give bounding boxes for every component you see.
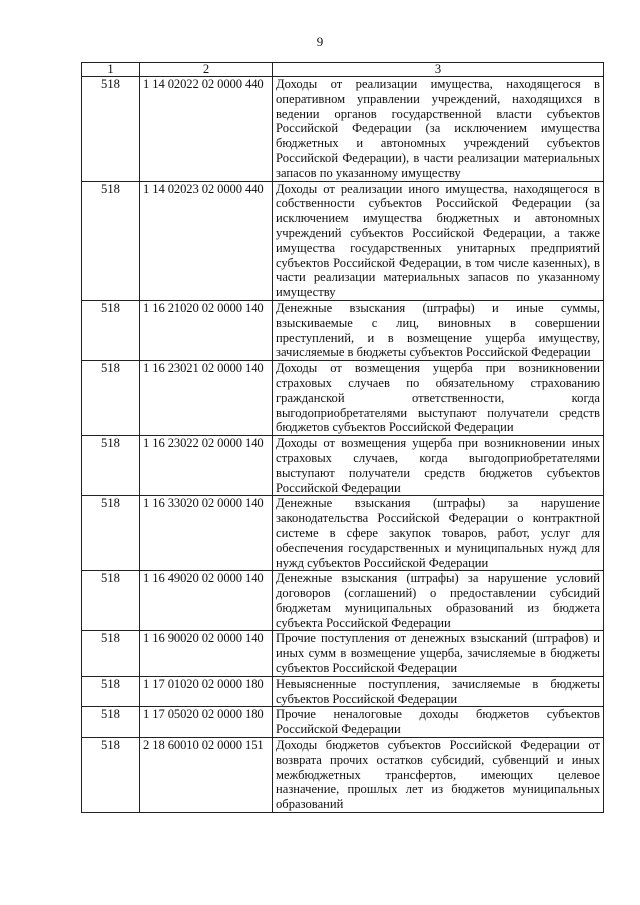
- budget-code-cell: 2 18 60010 02 0000 151: [140, 738, 273, 813]
- table-row: [82, 631, 604, 676]
- table-row: [82, 571, 604, 631]
- budget-code-cell: 1 14 02022 02 0000 440: [140, 77, 273, 182]
- table-row: [82, 181, 604, 300]
- table-row: [82, 676, 604, 707]
- description-cell: Денежные взыскания (штрафы) за нарушение условий договоров (соглашений) о предоставлении субсидий бюджетам муниципальных образований из бюджета субъекта Российской Федерации: [273, 571, 604, 631]
- description-cell: Прочие поступления от денежных взысканий (штрафов) и иных сумм в возмещение ущерба, зачисляемые в бюджеты субъектов Российской Федерации: [273, 631, 604, 676]
- description-cell: Доходы от возмещения ущерба при возникновении иных страховых случаев, когда выгодоприобретателями выступают получатели средств бюджетов субъектов Российской Федерации: [273, 436, 604, 496]
- table-row: [82, 77, 604, 182]
- description-cell: Прочие неналоговые доходы бюджетов субъектов Российской Федерации: [273, 707, 604, 738]
- description-cell: Денежные взыскания (штрафы) за нарушение законодательства Российской Федерации о контрактной системе в сфере закупок товаров, работ, услуг для обеспечения государственных и муниципальных нужд для нужд субъектов Российской Федерации: [273, 496, 604, 571]
- admin-code-cell: 518: [82, 436, 140, 496]
- admin-code-cell: 518: [82, 496, 140, 571]
- budget-code-cell: 1 16 49020 02 0000 140: [140, 571, 273, 631]
- admin-code-cell: 518: [82, 631, 140, 676]
- column-header-2: 2: [140, 63, 273, 77]
- column-header-1: 1: [82, 63, 140, 77]
- table-header-row: [82, 63, 604, 77]
- admin-code-cell: 518: [82, 676, 140, 707]
- table-row: [82, 436, 604, 496]
- description-cell: Невыясненные поступления, зачисляемые в бюджеты субъектов Российской Федерации: [273, 676, 604, 707]
- table-row: [82, 496, 604, 571]
- budget-codes-table: [81, 62, 604, 813]
- budget-code-cell: 1 17 05020 02 0000 180: [140, 707, 273, 738]
- admin-code-cell: 518: [82, 738, 140, 813]
- description-cell: Доходы бюджетов субъектов Российской Федерации от возврата прочих остатков субсидий, субвенций и иных межбюджетных трансфертов, имеющих целевое назначение, прошлых лет из бюджетов муниципальных образований: [273, 738, 604, 813]
- column-header-3: 3: [273, 63, 604, 77]
- admin-code-cell: 518: [82, 300, 140, 360]
- budget-code-cell: 1 16 33020 02 0000 140: [140, 496, 273, 571]
- budget-code-cell: 1 17 01020 02 0000 180: [140, 676, 273, 707]
- table-row: [82, 707, 604, 738]
- admin-code-cell: 518: [82, 707, 140, 738]
- budget-code-cell: 1 14 02023 02 0000 440: [140, 181, 273, 300]
- budget-code-cell: 1 16 23021 02 0000 140: [140, 361, 273, 436]
- budget-code-cell: 1 16 23022 02 0000 140: [140, 436, 273, 496]
- description-cell: Денежные взыскания (штрафы) и иные суммы, взыскиваемые с лиц, виновных в совершении преступлений, и в возмещение ущерба имуществу, зачисляемые в бюджеты субъектов Российской Федерации: [273, 300, 604, 360]
- admin-code-cell: 518: [82, 77, 140, 182]
- table-row: [82, 361, 604, 436]
- page-number: 9: [316, 34, 324, 49]
- description-cell: Доходы от реализации имущества, находящегося в оперативном управлении учреждений, находящихся в ведении органов государственной власти субъектов Российской Федерации (за исключением имущества бюджетных и автономных учреждений субъектов Российской Федерации), в части реализации материальных запасов по указанному имуществу: [273, 77, 604, 182]
- description-cell: Доходы от реализации иного имущества, находящегося в собственности субъектов Российской Федерации (за исключением имущества бюджетных и автономных учреждений субъектов Российской Федерации, а также имущества государственных унитарных предприятий субъектов Российской Федерации, в том числе казенных), в части реализации материальных запасов по указанному имуществу: [273, 181, 604, 300]
- table-row: [82, 300, 604, 360]
- admin-code-cell: 518: [82, 181, 140, 300]
- table-row: [82, 738, 604, 813]
- budget-code-cell: 1 16 21020 02 0000 140: [140, 300, 273, 360]
- admin-code-cell: 518: [82, 361, 140, 436]
- description-cell: Доходы от возмещения ущерба при возникновении страховых случаев по обязательному страхованию гражданской ответственности, когда выгодоприобретателями выступают получатели средств бюджетов субъектов Российской Федерации: [273, 361, 604, 436]
- budget-code-cell: 1 16 90020 02 0000 140: [140, 631, 273, 676]
- admin-code-cell: 518: [82, 571, 140, 631]
